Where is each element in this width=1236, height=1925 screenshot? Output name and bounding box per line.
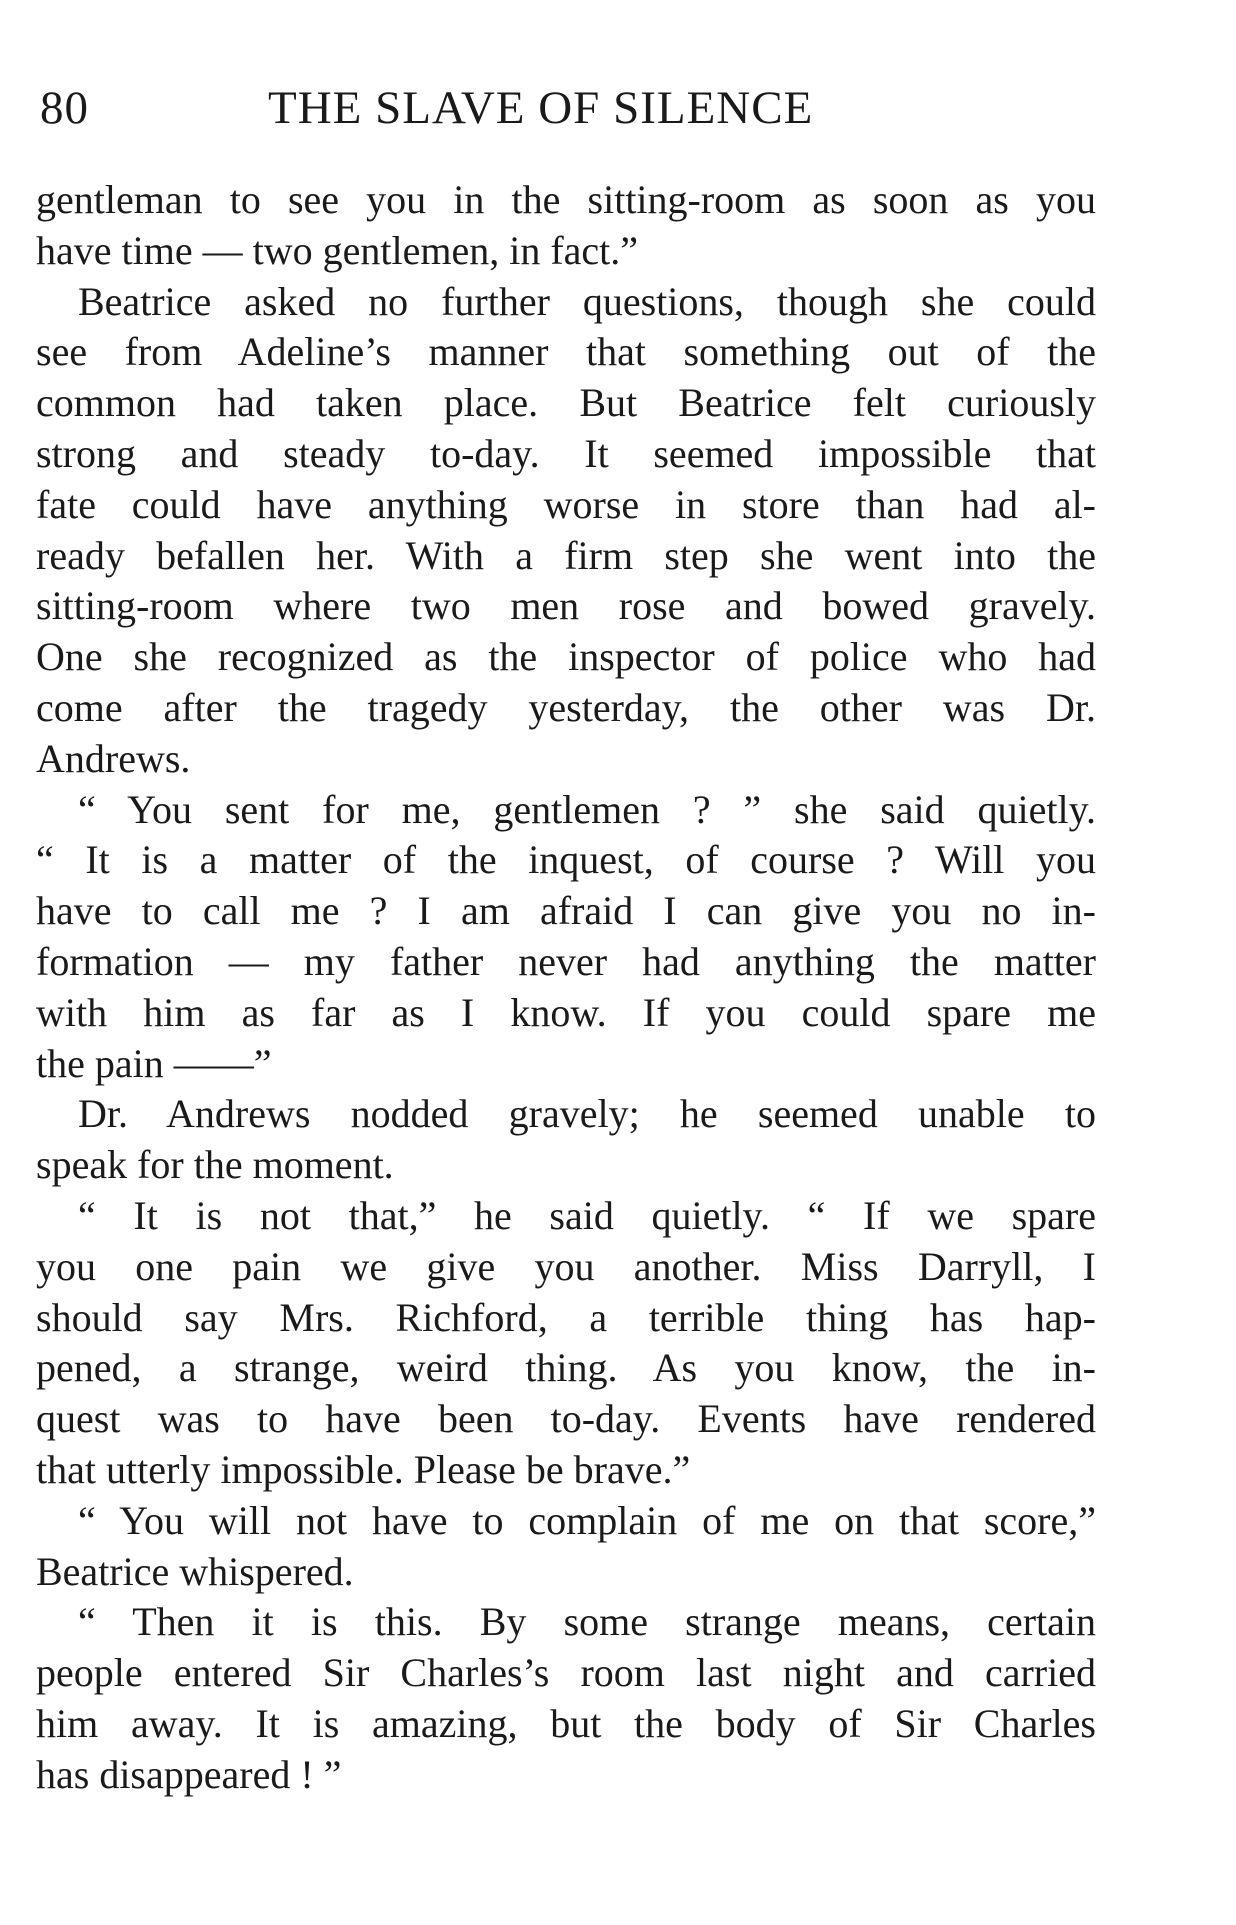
text-line: come after the tragedy yesterday, the other was Dr. xyxy=(36,684,1096,730)
text-line: “ You will not have to complain of me on that score,” xyxy=(78,1497,1096,1543)
text-line: Dr. Andrews nodded gravely; he seemed unable to xyxy=(78,1091,1096,1137)
text-line: “ It is not that,” he said quietly. “ If we spare xyxy=(78,1192,1096,1238)
text-line: have to call me ? I am afraid I can give you no in- xyxy=(36,888,1096,934)
text-line: that utterly impossible. Please be brave.” xyxy=(36,1446,691,1492)
text-line: people entered Sir Charles’s room last night and carried xyxy=(36,1650,1096,1696)
text-line: has disappeared ! ” xyxy=(36,1751,342,1797)
text-line: should say Mrs. Richford, a terrible thing has hap- xyxy=(36,1294,1096,1340)
text-line: quest was to have been to-day. Events have rendered xyxy=(36,1396,1096,1442)
text-line: Beatrice whispered. xyxy=(36,1548,354,1594)
text-line: Beatrice asked no further questions, though she could xyxy=(78,278,1096,324)
text-line: him away. It is amazing, but the body of Sir Charles xyxy=(36,1700,1096,1746)
text-line: common had taken place. But Beatrice felt curiously xyxy=(36,380,1096,426)
text-line: “ You sent for me, gentlemen ? ” she said quietly. xyxy=(78,786,1096,832)
text-line: you one pain we give you another. Miss Darryll, I xyxy=(36,1243,1096,1289)
text-line: One she recognized as the inspector of police who had xyxy=(36,634,1096,680)
running-head xyxy=(40,78,1100,138)
text-line: have time — two gentlemen, in fact.” xyxy=(36,227,639,273)
text-line: ready befallen her. With a firm step she went into the xyxy=(36,532,1096,578)
text-line: strong and steady to-day. It seemed impossible that xyxy=(36,430,1096,476)
text-line: formation — my father never had anything the matter xyxy=(36,938,1096,984)
body-text xyxy=(36,175,1096,1801)
text-line: pened, a strange, weird thing. As you know, the in- xyxy=(36,1345,1096,1391)
text-line: Andrews. xyxy=(36,735,191,781)
text-line: the pain ——” xyxy=(36,1040,272,1086)
text-line: with him as far as I know. If you could spare me xyxy=(36,989,1096,1035)
text-line: see from Adeline’s manner that something out of the xyxy=(36,329,1096,375)
page-number: 80 xyxy=(40,82,89,134)
text-line: fate could have anything worse in store than had al- xyxy=(36,481,1096,527)
text-line: sitting-room where two men rose and bowed gravely. xyxy=(36,583,1096,629)
text-line: speak for the moment. xyxy=(36,1142,394,1188)
text-line: gentleman to see you in the sitting-room as soon as you xyxy=(36,177,1096,222)
text-line: “ It is a matter of the inquest, of course ? Will you xyxy=(36,837,1096,883)
running-title: THE SLAVE OF SILENCE xyxy=(268,82,814,134)
text-line: “ Then it is this. By some strange means, certain xyxy=(78,1599,1096,1645)
